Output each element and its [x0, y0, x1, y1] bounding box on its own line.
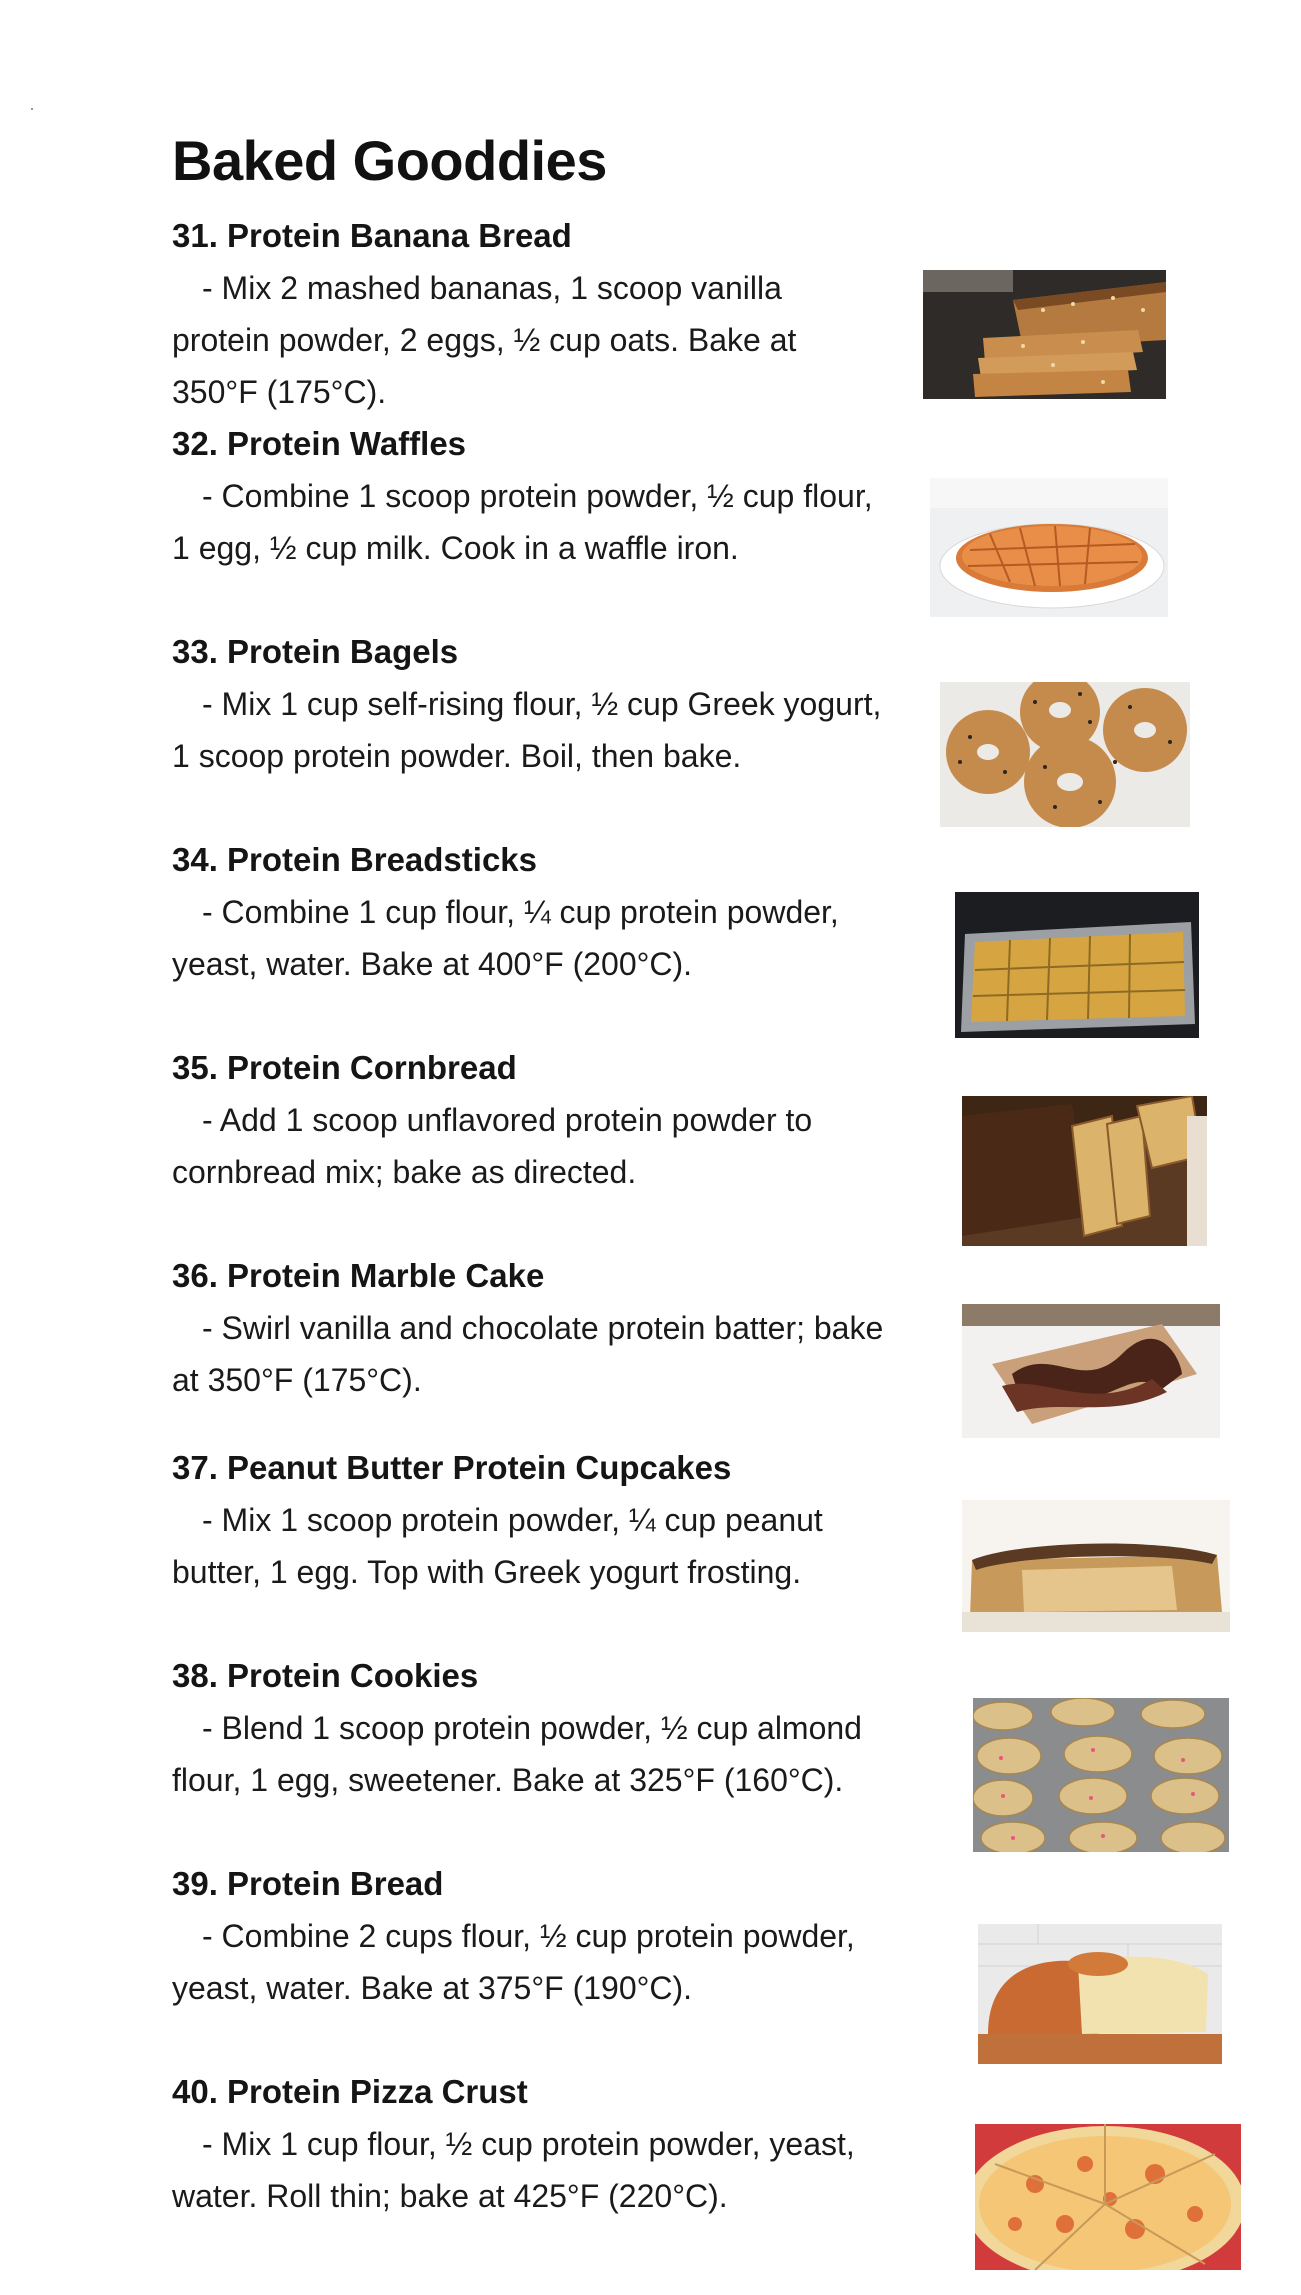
- cookies-photo: [973, 1698, 1229, 1852]
- recipe-description: - Mix 1 cup flour, ½ cup protein powder, yeast, water. Roll thin; bake at 425°F (220°C).: [172, 2126, 855, 2214]
- banana-bread-photo: [923, 270, 1166, 399]
- recipe-40: [172, 2066, 892, 2222]
- recipe-description: - Swirl vanilla and chocolate protein batter; bake at 350°F (175°C).: [172, 1310, 884, 1398]
- recipe-description: - Blend 1 scoop protein powder, ½ cup almond flour, 1 egg, sweetener. Bake at 325°F (160°C).: [172, 1710, 862, 1798]
- marble-cake-photo: [962, 1304, 1220, 1438]
- recipe-37: [172, 1442, 892, 1598]
- recipe-description: - Add 1 scoop unflavored protein powder to cornbread mix; bake as directed.: [172, 1102, 813, 1190]
- recipe-description: - Combine 1 cup flour, ¼ cup protein powder, yeast, water. Bake at 400°F (200°C).: [172, 894, 839, 982]
- recipe-title: 34. Protein Breadsticks: [172, 841, 537, 878]
- recipe-title: 32. Protein Waffles: [172, 425, 467, 462]
- recipe-35: [172, 1042, 892, 1198]
- cornbread-photo: [962, 1096, 1207, 1246]
- recipe-title: 33. Protein Bagels: [172, 633, 459, 670]
- breadsticks-photo: [955, 892, 1199, 1038]
- recipe-description: - Mix 1 cup self-rising flour, ½ cup Greek yogurt, 1 scoop protein powder. Boil, then bake.: [172, 686, 882, 774]
- page-title: Baked Gooddies: [172, 129, 607, 192]
- cupcakes-photo: [962, 1500, 1230, 1632]
- recipe-38: [172, 1650, 892, 1806]
- recipe-33: [172, 626, 892, 782]
- protein-bread-photo: [978, 1924, 1222, 2064]
- recipe-title: 37. Peanut Butter Protein Cupcakes: [172, 1449, 732, 1486]
- stray-mark: [31, 108, 33, 110]
- recipe-description: - Combine 1 scoop protein powder, ½ cup flour, 1 egg, ½ cup milk. Cook in a waffle iron.: [172, 478, 873, 566]
- recipe-title: 35. Protein Cornbread: [172, 1049, 517, 1086]
- recipe-31: [172, 210, 852, 418]
- recipe-34: [172, 834, 892, 990]
- bagels-photo: [940, 682, 1190, 827]
- recipe-title: 39. Protein Bread: [172, 1865, 444, 1902]
- recipe-description: - Mix 1 scoop protein powder, ¼ cup peanut butter, 1 egg. Top with Greek yogurt frosting.: [172, 1502, 823, 1590]
- recipe-title: 36. Protein Marble Cake: [172, 1257, 545, 1294]
- recipe-description: - Mix 2 mashed bananas, 1 scoop vanilla protein powder, 2 eggs, ½ cup oats. Bake at 350°F (175°C).: [172, 270, 797, 410]
- recipe-36: [172, 1250, 892, 1406]
- recipe-description: - Combine 2 cups flour, ½ cup protein powder, yeast, water. Bake at 375°F (190°C).: [172, 1918, 855, 2006]
- recipe-title: 40. Protein Pizza Crust: [172, 2073, 528, 2110]
- recipe-32: [172, 418, 892, 574]
- recipe-title: 31. Protein Banana Bread: [172, 217, 572, 254]
- waffles-photo: [930, 478, 1168, 617]
- recipe-39: [172, 1858, 892, 2014]
- pizza-crust-photo: [975, 2124, 1241, 2270]
- recipe-title: 38. Protein Cookies: [172, 1657, 479, 1694]
